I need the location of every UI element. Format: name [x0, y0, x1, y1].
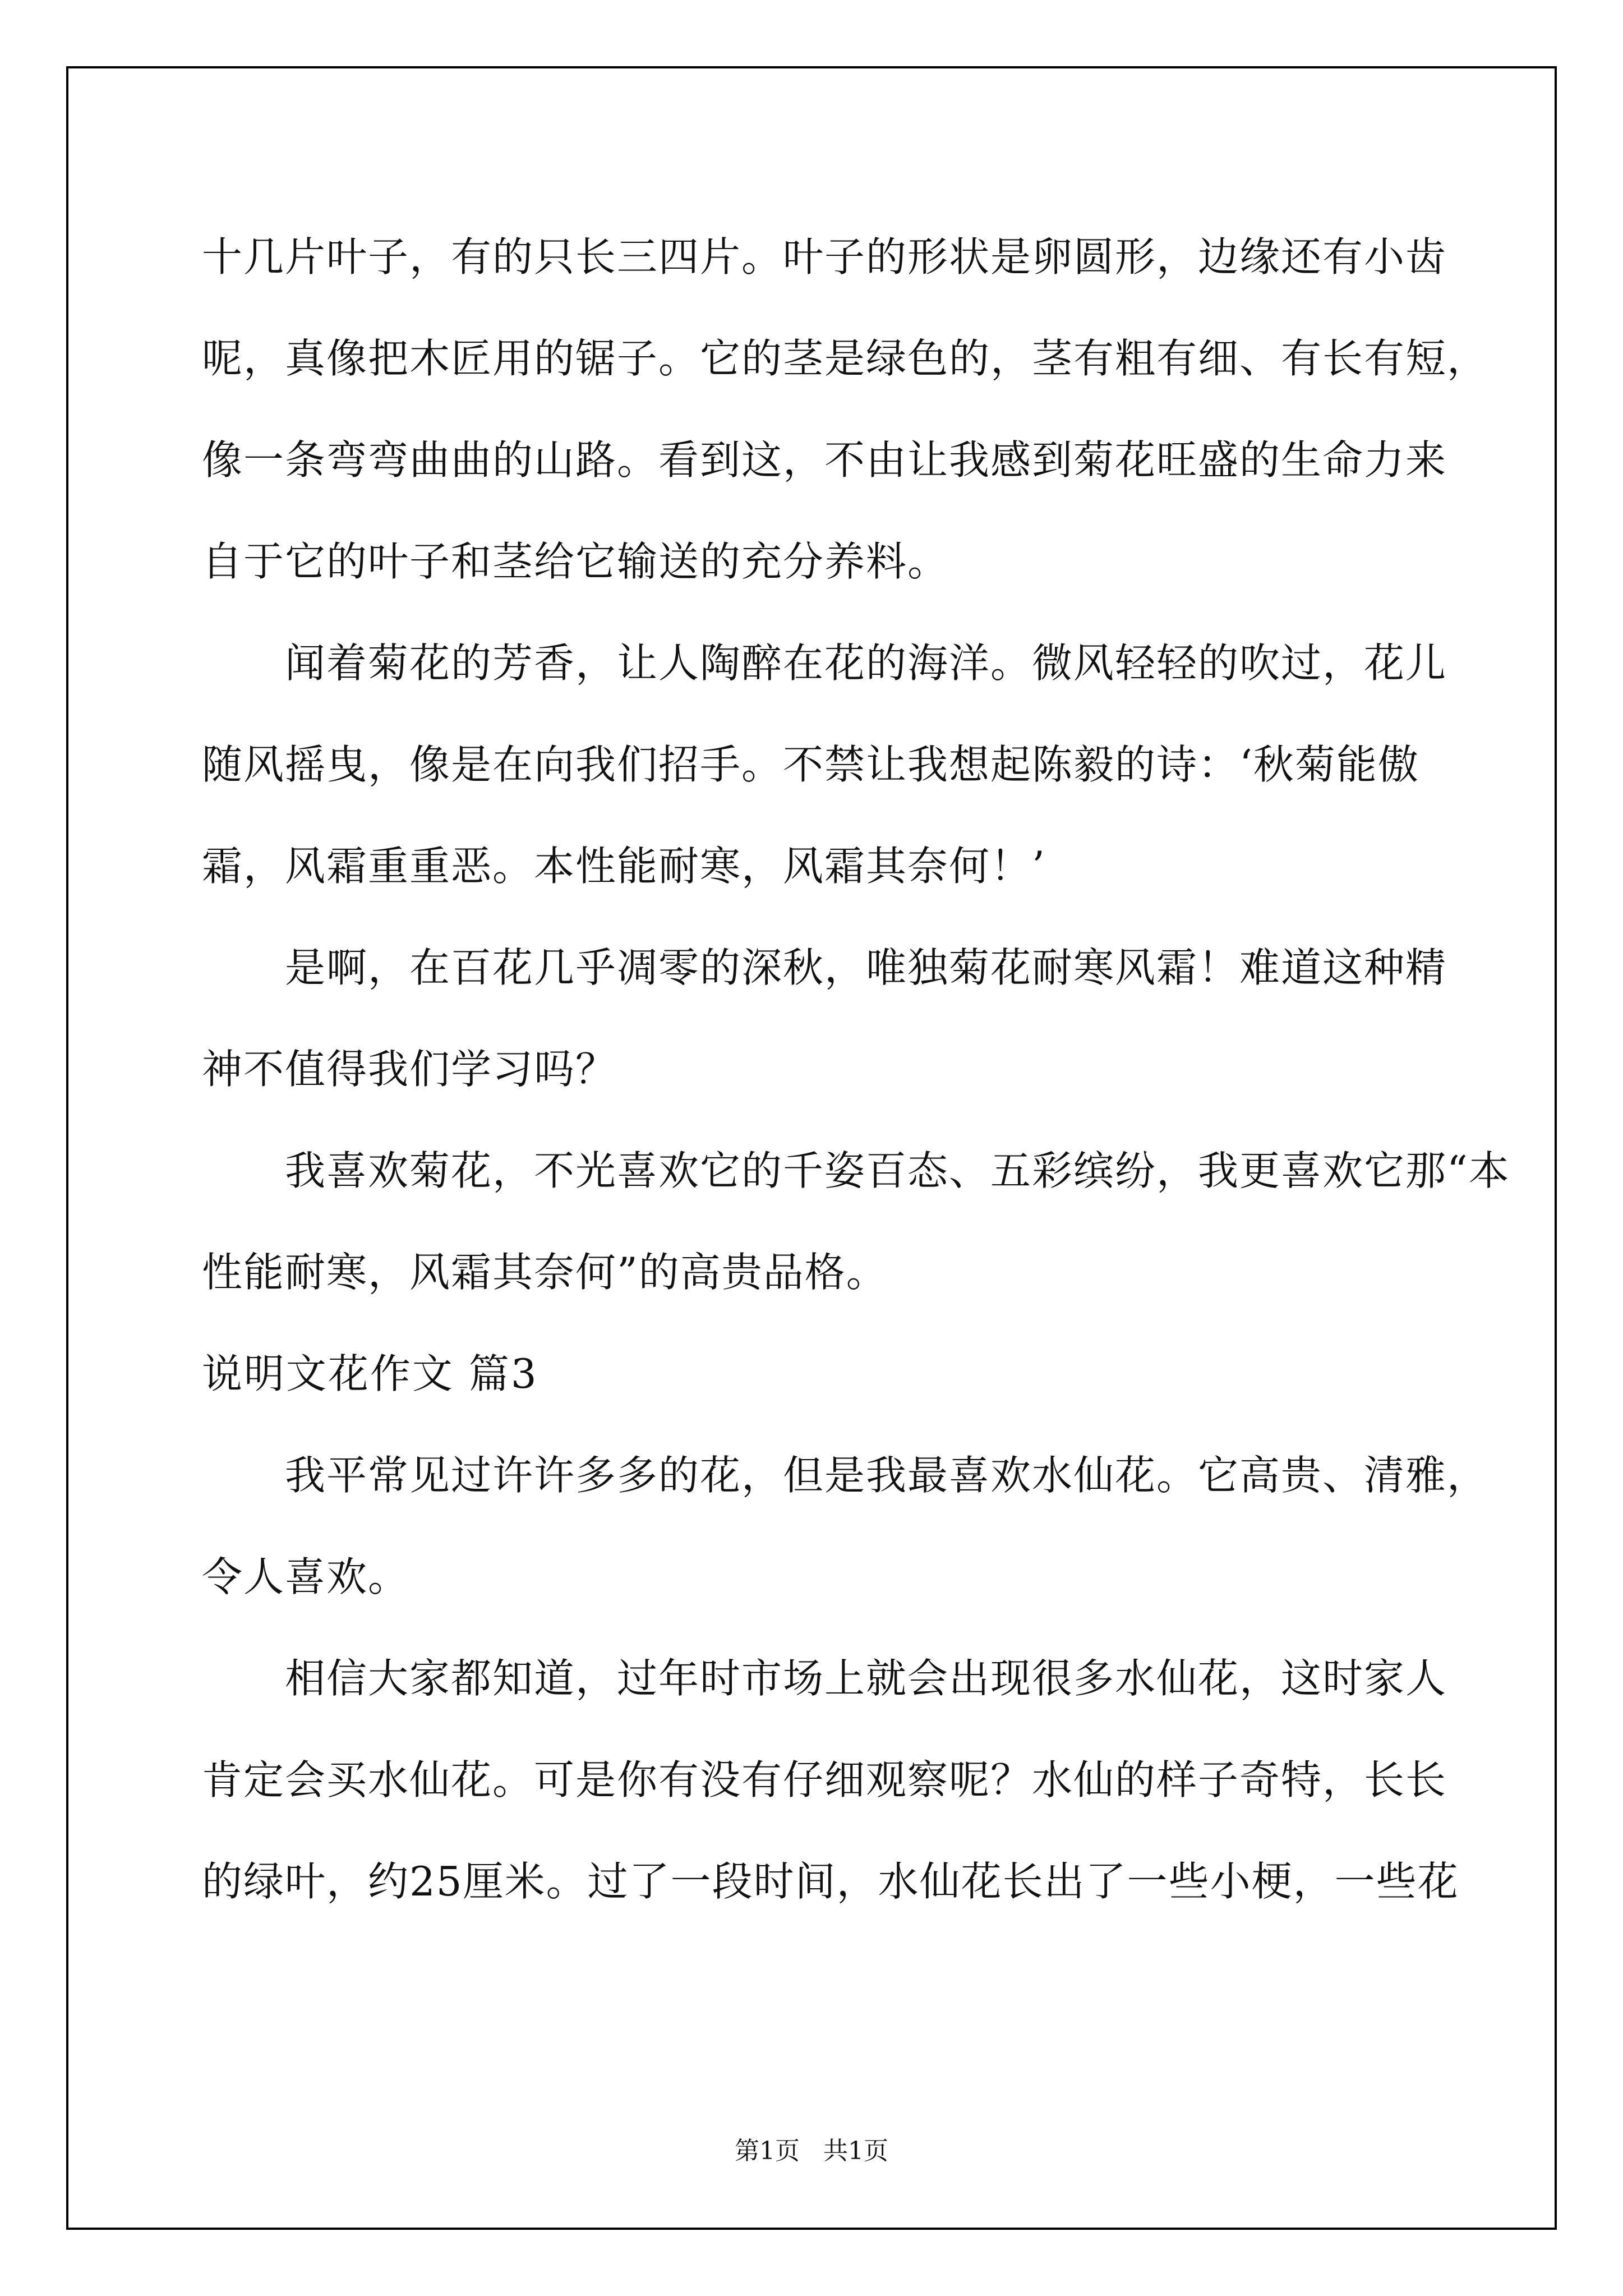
- paragraph-start-line: 闻着菊花的芳香，让人陶醉在花的海洋。微风轻轻的吹过，花儿: [285, 639, 1447, 687]
- text-line: 十几片叶子，有的只长三四片。叶子的形状是卵圆形，边缘还有小齿: [202, 233, 1447, 280]
- paragraph-start-line: 相信大家都知道，过年时市场上就会出现很多水仙花，这时家人: [285, 1655, 1447, 1702]
- page-number: 第1页 共1页: [735, 2137, 888, 2165]
- paragraph-start-line: 我平常见过许许多多的花，但是我最喜欢水仙花。它高贵、清雅，: [285, 1452, 1489, 1499]
- paragraph-start-line: 是啊，在百花几乎凋零的深秋，唯独菊花耐寒风霜！难道这种精: [285, 944, 1447, 991]
- text-line: 呢，真像把木匠用的锯子。它的茎是绿色的，茎有粗有细、有长有短，: [202, 335, 1489, 382]
- text-line: 肯定会买水仙花。可是你有没有仔细观察呢？水仙的样子奇特，长长: [202, 1756, 1447, 1803]
- text-line: 霜，风霜重重恶。本性能耐寒，风霜其奈何！’: [202, 843, 1046, 890]
- text-line: 随风摇曳，像是在向我们招手。不禁让我想起陈毅的诗：‘秋菊能傲: [202, 741, 1419, 788]
- text-line: 自于它的叶子和茎给它输送的充分养料。: [202, 538, 949, 585]
- text-line: 令人喜欢。: [202, 1553, 410, 1600]
- text-line: 像一条弯弯曲曲的山路。看到这，不由让我感到菊花旺盛的生命力来: [202, 436, 1447, 484]
- text-line: 神不值得我们学习吗？: [202, 1046, 617, 1093]
- document-body: [202, 206, 1510, 1932]
- text-line: 的绿叶，约25厘米。过了一段时间，水仙花长出了一些小梗，一些花: [202, 1858, 1459, 1905]
- text-line: 性能耐寒，风霜其奈何”的高贵品格。: [202, 1249, 888, 1296]
- paragraph-start-line: 我喜欢菊花，不光喜欢它的千姿百态、五彩缤纷，我更喜欢它那“本: [285, 1147, 1510, 1194]
- section-heading: 说明文花作文 篇3: [202, 1350, 538, 1397]
